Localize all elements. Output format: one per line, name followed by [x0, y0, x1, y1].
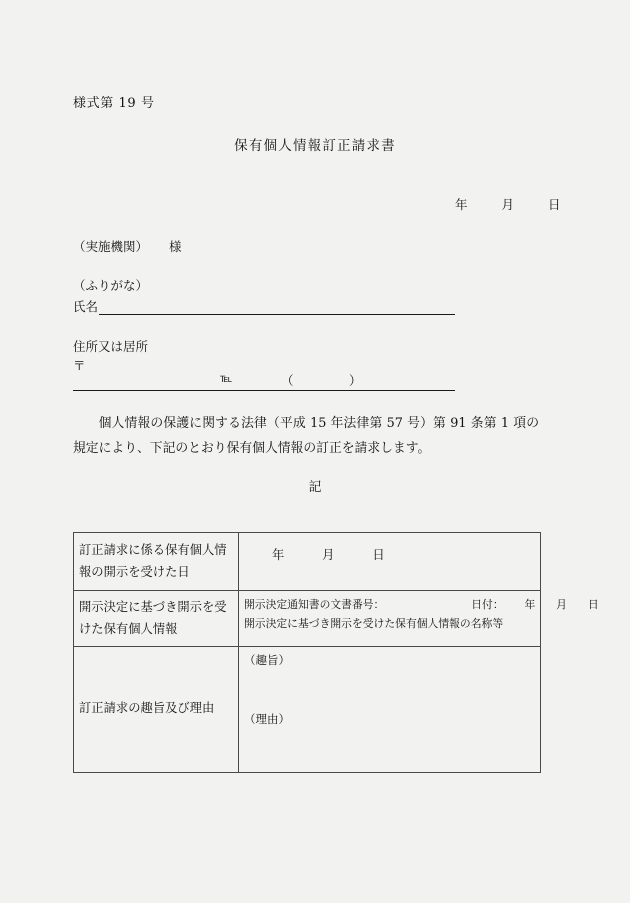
table-row [74, 647, 541, 773]
row-label-disclosure-date-cell [74, 533, 239, 591]
legal-basis-paragraph: 個人情報の保護に関する法律（平成 15 年法律第 57 号）第 91 条第 1 項の規定により、下記のとおり保有個人情報の訂正を請求します。 [73, 416, 539, 456]
disclosure-date-year: 年 [272, 548, 285, 562]
name-label: 氏名 [73, 299, 99, 314]
furigana-label: （ふりがな） [73, 278, 149, 293]
form-number: 様式第 19 号 [73, 96, 155, 111]
row-label-disclosure-date: 訂正請求に係る保有個人情報の開示を受けた日 [79, 543, 227, 579]
address-label: 住所又は居所 [73, 339, 149, 354]
row-value-purport-reason-cell[interactable] [239, 647, 541, 773]
decision-date-year: 年 [524, 598, 536, 612]
date-year-label: 年 [455, 197, 468, 212]
decision-document-number-line[interactable] [244, 596, 599, 615]
document-title: 保有個人情報訂正請求書 [234, 138, 396, 154]
row-label-purport-reason-wrapper [74, 647, 238, 771]
date-month-label: 月 [501, 197, 514, 212]
row-label-purport-reason-cell [74, 647, 239, 773]
decision-document-number-label: 開示決定通知書の文書番号： [244, 598, 385, 612]
row-value-disclosed-info-cell[interactable] [239, 591, 599, 647]
telephone-open-paren: （ [281, 373, 295, 388]
ki-marker: 記 [308, 480, 322, 495]
row-value-disclosure-date-cell[interactable] [239, 533, 541, 591]
address-input-rule[interactable] [73, 371, 455, 391]
decision-date-day: 日 [587, 598, 599, 612]
addressee-line [73, 237, 182, 255]
name-input-rule[interactable] [99, 300, 455, 315]
table-row [74, 533, 541, 591]
decision-date-label: 日付： [471, 598, 504, 612]
name-field-row [73, 297, 455, 315]
decision-date-month: 月 [556, 598, 567, 612]
row-label-disclosed-info: 開示決定に基づき開示を受けた保有個人情報 [79, 600, 227, 636]
telephone-mark-icon: ℡ [220, 371, 233, 385]
addressee-organization: （実施機関） [73, 239, 149, 254]
reason-label: （理由） [244, 712, 290, 727]
disclosed-info-input[interactable] [239, 591, 599, 640]
row-label-purport-reason: 訂正請求の趣旨及び理由 [79, 701, 215, 716]
disclosure-date-day: 日 [372, 548, 385, 562]
purport-reason-input[interactable] [239, 647, 540, 772]
disclosed-info-name-line: 開示決定に基づき開示を受けた保有個人情報の名称等 [244, 616, 504, 630]
telephone-close-paren: ） [348, 373, 362, 388]
date-day-label: 日 [547, 197, 561, 212]
addressee-honorific: 様 [169, 239, 182, 254]
table-row [74, 591, 541, 647]
row-label-disclosed-info-cell [74, 591, 239, 647]
postal-code-mark-icon: 〒 [73, 358, 86, 373]
purport-label: （趣旨） [244, 653, 290, 668]
disclosure-date-month: 月 [322, 548, 335, 562]
submission-date-line [455, 195, 560, 213]
request-details-table [73, 532, 599, 773]
telephone-field[interactable] [281, 371, 362, 389]
disclosure-date-input[interactable] [239, 533, 540, 573]
